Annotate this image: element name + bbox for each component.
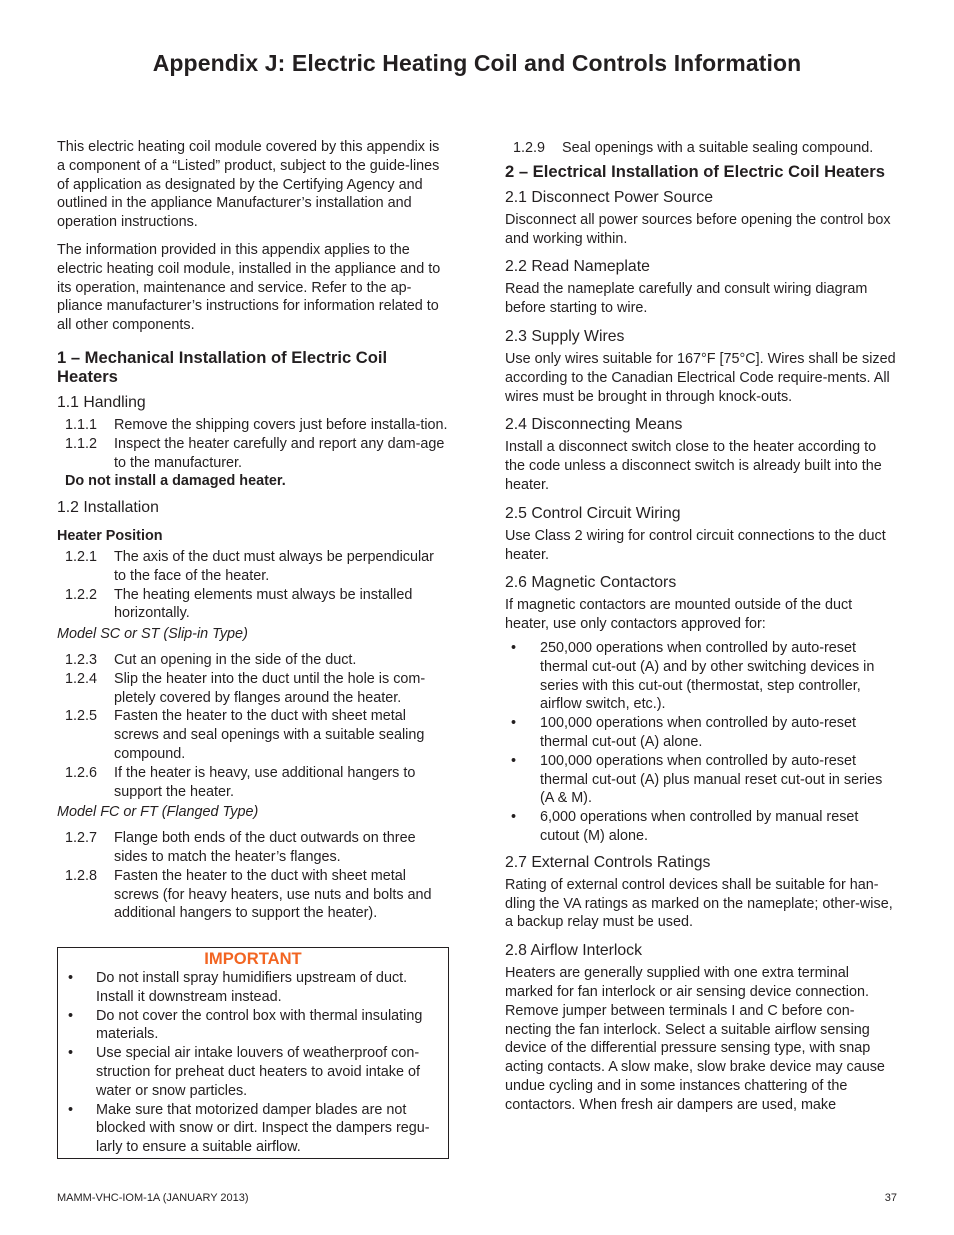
model-fc-label: Model FC or FT (Flanged Type) [57,804,259,821]
section-2-2-text: Read the nameplate carefully and consult wiring diagram before starting to wire. [505,281,868,317]
item-text: Slip the heater into the duct until the hole is com-pletely covered by flanges around the heater. [114,670,426,706]
section-2-7-text: Rating of external control devices shall be suitable for han-dling the VA ratings as marked on the nameplate; other-wise, a backup relay must be used. [505,876,893,931]
section-2-2-heading: 2.2 Read Nameplate [505,258,650,276]
item-text: Cut an opening in the side of the duct. [114,651,357,668]
item-number: 1.2.3 [65,651,98,668]
footer-document-id: MAMM-VHC-IOM-1A (JANUARY 2013) [57,1192,249,1204]
item-number: 1.2.1 [65,548,98,565]
bullet-icon: • [68,1101,74,1118]
item-number: 1.2.2 [65,586,98,603]
item-number: 1.2.8 [65,867,98,884]
section-2-4-heading: 2.4 Disconnecting Means [505,416,683,434]
item-number: 1.2.7 [65,830,98,847]
list-item [505,714,898,752]
bullet-icon: • [68,1007,74,1024]
sc-list [57,651,449,801]
section-2-1-heading: 2.1 Disconnect Power Source [505,188,714,206]
item-text: Make sure that motorized damper blades are not blocked with snow or dirt. Inspect the dampers regu-larly to ensure a suitable airflow. [96,1101,430,1156]
section-2-4-text: Install a disconnect switch close to the heater according to the code unless a disconnect switch is already built into the heater. [505,439,882,493]
section-2-3-heading: 2.3 Supply Wires [505,327,625,345]
bullet-icon: • [511,715,517,732]
list-item [505,139,898,158]
item-text: Seal openings with a suitable sealing compound. [562,140,874,156]
bullet-icon: • [511,752,517,769]
section-2-1-text: Disconnect all power sources before opening the control box and working within. [505,211,891,247]
item-text: The axis of the duct must always be perpendicular to the face of the heater. [114,548,434,584]
intro-paragraph-1: This electric heating coil module covered by this appendix is a component of a “Listed” product, subject to the guide-lines of application as designated by the Certifying Agency and outlined in the appliance Manufacturer’s installation and operation instructions. [57,139,440,231]
section-2-7-heading: 2.7 External Controls Ratings [505,853,711,871]
list-item [57,829,449,867]
item-text: The heating elements must always be installed horizontally. [114,586,413,622]
footer-page-number: 37 [884,1192,897,1204]
model-sc-label: Model SC or ST (Slip-in Type) [57,626,248,643]
item-number: 1.1.1 [65,416,98,433]
important-box [57,947,449,1159]
item-number: 1.2.5 [65,708,98,725]
handling-heading: 1.1 Handling [57,393,146,411]
list-item [57,651,449,670]
item-number: 1.2.9 [513,140,546,156]
list-item [57,670,449,708]
list-item [505,752,898,808]
section-2-6-heading: 2.6 Magnetic Contactors [505,574,677,592]
item-text: Do not install spray humidifiers upstream of duct. Install it downstream instead. [96,970,408,1005]
section-2-3-text: Use only wires suitable for 167°F [75°C]. Wires shall be sized according to the Canadian Electrical Code require-ments. All wires must be brought in through knock-outs. [505,350,896,405]
list-item [64,1007,442,1045]
item-text: Fasten the heater to the duct with sheet metal screws (for heavy heaters, use nuts and bolts and additional hangers to support the heater). [114,867,432,922]
list-item [64,1101,442,1157]
fc-list [57,829,449,923]
item-text: Use special air intake louvers of weatherproof con-struction for preheat duct heaters to avoid intake of water or snow particles. [96,1045,420,1099]
important-heading: IMPORTANT [204,949,302,969]
item-number: 1.1.2 [65,435,98,452]
item-text: If the heater is heavy, use additional hangers to support the heater. [114,764,416,800]
item-text: 100,000 operations when controlled by auto-reset thermal cut-out (A) plus manual reset cut-out in series (A & M). [540,752,883,807]
section-2-8-heading: 2.8 Airflow Interlock [505,942,642,960]
list-item [57,435,449,473]
item-number: 1.2.4 [65,670,98,687]
intro-paragraph-2: The information provided in this appendix applies to the electric heating coil module, installed in the appliance and to its operation, maintenance and service. Refer to the ap-pliance manufacturer’s instructions for information related to all other components. [57,241,441,334]
left-column [57,138,449,1159]
item-number: 1.2.6 [65,764,98,781]
list-item [64,969,442,1007]
bullet-icon: • [511,639,517,656]
list-item [505,639,898,714]
bullet-icon: • [68,1045,74,1062]
item-text: 100,000 operations when controlled by auto-reset thermal cut-out (A) alone. [540,715,857,750]
list-item [57,867,449,923]
bullet-icon: • [511,809,517,826]
list-item [57,416,449,435]
section-2-6-text: If magnetic contactors are mounted outside of the duct heater, use only contactors approved for: [505,597,853,633]
list-item [57,707,449,763]
bullet-icon: • [68,970,74,987]
section-1-heading: 1 – Mechanical Installation of Electric Coil Heaters [57,347,388,386]
item-text: Remove the shipping covers just before installa-tion. [114,416,448,433]
handling-warning: Do not install a damaged heater. [65,473,286,490]
section-2-5-heading: 2.5 Control Circuit Wiring [505,504,681,522]
installation-heading: 1.2 Installation [57,499,159,517]
item-text: 6,000 operations when controlled by manual reset cutout (M) alone. [540,809,859,844]
item-text: 250,000 operations when controlled by auto-reset thermal cut-out (A) and by other switching devices in series with this cut-out (thermostat, step controller, airflow switch, etc.). [540,639,875,713]
section-2-8-text: Heaters are generally supplied with one extra terminal marked for fan interlock or air sensing device connection. Remove jumper between terminals I and C before con-necting the fan interlock. Select a suitable airflow sensing device of the differential pressure sensing type, with snap acting contacts. A slow make, slow brake device may cause undue cycling and in some instances chattering of the contactors. When fresh air dampers are used, make [505,965,885,1113]
right-column [505,139,898,1123]
list-item [57,586,449,624]
section-2-heading: 2 – Electrical Installation of Electric Coil Heaters [505,161,885,181]
item-text: Do not cover the control box with thermal insulating materials. [96,1007,423,1043]
position-list [57,548,449,623]
list-item [57,764,449,802]
list-item [64,1044,442,1100]
section-2-5-text: Use Class 2 wiring for control circuit connections to the duct heater. [505,527,886,563]
item-text: Flange both ends of the duct outwards on three sides to match the heater’s flanges. [114,830,416,865]
item-text: Inspect the heater carefully and report any dam-age to the manufacturer. [114,435,445,471]
contactor-bullet-list [505,639,898,846]
page-title: Appendix J: Electric Heating Coil and Controls Information [152,50,802,76]
list-item [57,548,449,586]
list-item [505,808,898,846]
heater-position-heading: Heater Position [57,528,163,545]
item-text: Fasten the heater to the duct with sheet metal screws and seal openings with a suitable sealing compound. [114,708,425,762]
handling-list [57,416,449,472]
